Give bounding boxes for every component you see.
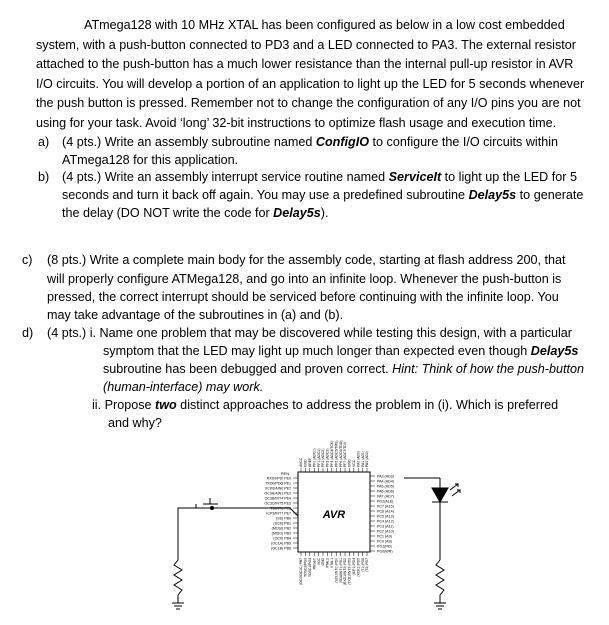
bottom-pin-label: XTAL1 (330, 558, 334, 569)
led-icon (432, 488, 448, 502)
question-b-label: b) (38, 170, 50, 184)
top-pin-label: PA2 (AD2) (365, 451, 370, 467)
intro-line-2: system, with a push-button connected to PD3 and a LED connected to PA3. The external resistor (36, 38, 576, 52)
top-pin-label: PF0 (ADC0) (312, 448, 317, 467)
top-pin-label: GND (347, 459, 352, 467)
left-pin-label: TXD0/PDO PE1 (265, 481, 291, 486)
top-pin-label: AREF (308, 457, 312, 467)
question-d-hint-tail: (human-interface) may work. (103, 380, 264, 394)
question-a-line-2: ATmega128 for this application. (62, 153, 239, 167)
led-circuit (404, 478, 460, 609)
top-pin-label: AVCC (299, 457, 304, 467)
question-b-line-2 (62, 186, 583, 204)
subroutine-name-delay5s: Delay5s (468, 188, 517, 202)
question-b-text: (4 pts.) Write an assembly interrupt service routine named (62, 170, 389, 184)
bottom-pin-label: (SCL/INT0) PD0 (334, 558, 339, 583)
top-pin-label: PF6 (ADC6/TDO) (338, 440, 343, 467)
question-b-text-2-tail: to generate (516, 188, 584, 202)
bottom-pin-label: RESET (312, 558, 317, 570)
top-pin-label: VCC (352, 459, 356, 467)
right-pin-label: PA4 (AD4) (377, 479, 394, 484)
left-pin-label: T3/INT6 PE6 (270, 506, 291, 511)
question-d-line-4 (103, 378, 263, 396)
bottom-pin-label: TOSC2/PG3 (303, 558, 308, 577)
top-pin-label: PF2 (ADC2) (321, 448, 326, 467)
right-pin-label: PG2(ALE) (377, 499, 394, 504)
question-c-line-3: pressed, the correct interrupt should be serviced before continuing with the infinite loop. You (47, 290, 559, 304)
question-b-text-2: seconds and turn it back off again. You may use a predefined subroutine (62, 188, 469, 202)
question-d-text-5-tail: distinct approaches to address the problem in (i). Which is preferred (176, 398, 559, 412)
bottom-pin-label: (OC2/OC1C) PB7 (299, 558, 304, 585)
right-pin-label: PG1(RD) (377, 544, 392, 549)
right-pin-label: PC2 (A10) (377, 529, 394, 534)
bottom-pin-label: GND (321, 558, 326, 566)
intro-line-1: ATmega128 with 10 MHz XTAL has been configured as below in a low cost embedded (84, 18, 565, 32)
right-pin-label: PA5 (AD5) (377, 484, 394, 489)
question-d-text-5: ii. Propose (92, 398, 155, 412)
question-a-text-tail: to configure the I/O circuits within (369, 135, 559, 149)
avr-chip-label: AVR (322, 509, 346, 521)
right-pin-label: PC7 (A15) (377, 504, 394, 509)
question-d-line-6: and why? (108, 416, 162, 430)
top-pin-label: PF5 (ADC5/TMS) (334, 440, 339, 467)
question-d-text-3: subroutine has been debugged and proven correct. (103, 362, 393, 376)
question-d-line-5 (92, 396, 558, 414)
intro-line-6: using for your task. Avoid ‘long’ 32-bit instructions to optimize flash usage and execution time. (36, 116, 557, 130)
left-pin-label: (SS) PB0 (276, 516, 291, 521)
top-pin-label: PF7 (ADC7/TDI) (343, 442, 348, 467)
bottom-pin-label: (XCK1) PD5 (356, 558, 361, 577)
subroutine-name-delay5s-3: Delay5s (530, 344, 579, 358)
question-c-line-1: (8 pts.) Write a complete main body for the assembly code, starting at flash address 200, that (47, 253, 566, 267)
right-pin-label: PA3 (AD3) (377, 474, 394, 479)
question-d-text-2: symptom that the LED may light up much longer than expected even though (103, 344, 531, 358)
question-a-line-1 (62, 133, 558, 151)
left-pin-label: ICP3/INT7 PE7 (266, 511, 291, 516)
question-d-line-2 (103, 342, 578, 360)
top-pin-label: PF1 (ADC1) (316, 448, 321, 467)
right-pin-label: PA7 (AD7) (377, 494, 394, 499)
question-b-text-3: the delay (DO NOT write the code for (62, 206, 274, 220)
top-pin-label: PA0 (AD0) (356, 451, 361, 467)
bottom-pin-label: VCC (316, 558, 321, 566)
left-pin-label: (SCK) PB1 (273, 521, 291, 526)
question-b-line-3 (62, 204, 328, 222)
left-pin-label: OC3A/AIN1 PE3 (264, 491, 291, 496)
left-pin-label: (MOSI) PB2 (271, 526, 291, 531)
intro-line-5: the push button is pressed. Remember not to change the configuration of any I/O pins you are not (36, 96, 581, 110)
question-b-text-3-tail: ). (320, 206, 329, 220)
port-label: PEN (280, 471, 290, 476)
right-pin-label: PC1 (A9) (377, 534, 392, 539)
bottom-pin-label: (T1) PD6 (360, 558, 365, 572)
question-c-line-2: will properly configure ATMega128, and go into an infinite loop. Whenever the push-button is (47, 272, 562, 286)
right-pin-label: PG0(WR) (377, 549, 393, 554)
question-d-hint: Hint: Think of how the push-button (392, 362, 584, 376)
subroutine-name-configio: ConfigIO (315, 135, 370, 149)
question-c-label: c) (22, 253, 33, 267)
right-pin-label: PC6 (A14) (377, 509, 394, 514)
right-pin-label: PC5 (A13) (377, 514, 394, 519)
emphasis-two: two (155, 398, 177, 412)
right-pin-label: PC3 (A11) (377, 524, 394, 529)
subroutine-name-delay5s-2: Delay5s (273, 206, 321, 220)
question-d-line-3 (103, 360, 584, 378)
bottom-pin-label: (ICP1) PD4 (352, 558, 356, 576)
top-pin-label: PA1 (AD1) (360, 451, 365, 467)
question-d-line-1: (4 pts.) i. Name one problem that may be discovered while testing this design, with a particular (47, 326, 572, 340)
left-pin-label: RXD0/PDI PE0 (266, 476, 291, 481)
left-pin-label: (MISO) PB3 (271, 531, 291, 536)
right-pin-label: PC4 (A12) (377, 519, 394, 524)
question-b-text-tail: to light up the LED for 5 (441, 170, 577, 184)
bottom-pin-label: XTAL2 (325, 558, 330, 569)
right-pin-label: PC0 (A8) (377, 539, 392, 544)
intro-line-4: I/O circuits. You will develop a portion of an application to light up the LED for 5 seconds whenever (36, 77, 585, 91)
left-pin-label: OC3B/INT4 PE4 (264, 496, 291, 501)
left-pin-label: (OC1A) PB5 (271, 541, 291, 546)
question-d-label: d) (22, 326, 34, 340)
bottom-pin-label: (T2) PD7 (365, 558, 370, 572)
left-pin-label: XCK0/AIN0 PE2 (264, 486, 291, 491)
bottom-pin-label: (RXD1/INT2) PD2 (343, 558, 348, 586)
right-pin-label: PA6 (AD6) (377, 489, 394, 494)
left-pin-label: (OC1B) PB6 (271, 546, 291, 551)
top-pin-label: GND (303, 459, 308, 467)
question-c-line-4: may take advantage of the subroutines in (a) and (b). (47, 308, 344, 322)
bottom-pin-label: TOSC1/PG4 (308, 558, 312, 577)
question-b-line-1 (62, 168, 577, 186)
circuit-schematic (0, 420, 609, 625)
left-pin-label: (OC0) PB4 (273, 536, 291, 541)
left-pin-label: OC3C/INT5 PE5 (264, 501, 291, 506)
routine-name-serviceit: ServiceIt (388, 170, 442, 184)
top-pin-label: PF4 (ADC4/TCK) (330, 440, 334, 467)
intro-line-3: attached to the push-button has a much lower resistance than the internal pull-up resistor in AVR (36, 57, 574, 71)
question-a-label: a) (38, 135, 50, 149)
top-pin-label: PF3 (ADC3) (325, 448, 330, 467)
bottom-pin-label: (SDA/INT1) PD1 (338, 558, 343, 584)
question-a-text: (4 pts.) Write an assembly subroutine named (62, 135, 316, 149)
bottom-pin-label: (TXD1/INT3) PD3 (347, 558, 352, 585)
